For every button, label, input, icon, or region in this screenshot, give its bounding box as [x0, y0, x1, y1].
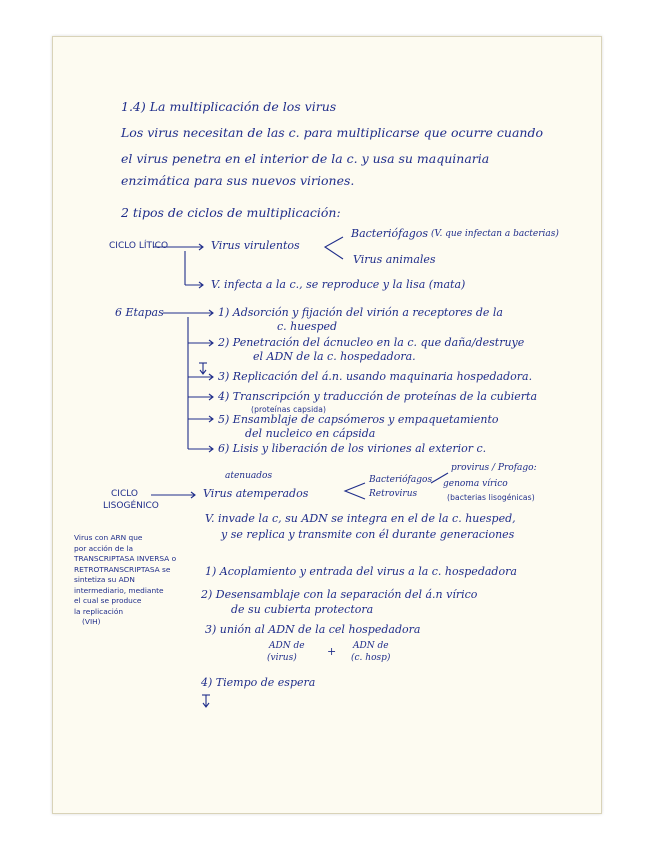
temperate-virus: Virus atemperados	[203, 487, 309, 500]
viral-genome: genoma vírico	[443, 479, 508, 489]
bacteriophages: Bacteriófagos	[351, 227, 429, 240]
subheading: 2 tipos de ciclos de multiplicación:	[121, 205, 341, 220]
section-heading: 1.4) La multiplicación de los virus	[121, 99, 337, 114]
dna-virus: ADN de	[269, 641, 305, 651]
lysogenic-label-2: LISOGÉNICO	[103, 501, 159, 511]
intro-line-3: enzimática para sus nuevos viriones.	[121, 173, 355, 188]
lysogenic-step-2: 2) Desensamblaje con la separación del á.n vírico	[201, 588, 478, 601]
side-note-line: Virus con ARN que	[74, 533, 143, 542]
side-note-line: TRANSCRIPTASA INVERSA o	[74, 554, 177, 563]
plus-sign: +	[327, 645, 337, 658]
dna-host-sub: (c. hosp)	[351, 653, 391, 663]
attenuated: atenuados	[225, 471, 273, 481]
intro-line-2: el virus penetra en el interior de la c. y usa su maquinaria	[121, 151, 490, 166]
dna-host: ADN de	[353, 641, 389, 651]
invades-line-1: V. invade la c, su ADN se integra en el de la c. huesped,	[205, 512, 516, 525]
stages-label: 6 Etapas	[115, 306, 164, 319]
dna-virus-sub: (virus)	[267, 653, 297, 663]
provirus: provirus / Profago:	[451, 463, 537, 473]
animal-virus: Virus animales	[353, 253, 436, 266]
side-note-line: intermediario, mediante	[74, 585, 164, 595]
mini-note: (proteínas capsida)	[251, 405, 327, 414]
notebook-page	[52, 36, 602, 814]
stage-5-cont: del nucleico en cápsida	[245, 427, 376, 440]
lytic-infects: V. infecta a la c., se reproduce y la lisa (mata)	[211, 278, 466, 291]
phages: Bacteriófagos	[369, 475, 433, 485]
lysogenic-step-3: 3) unión al ADN de la cel hospedadora	[205, 623, 421, 636]
side-note-line: el cual se produce	[74, 596, 142, 605]
stage-2: 2) Penetración del ácnucleo en la c. que daña/destruye	[218, 336, 525, 349]
bacteriophages-note: (V. que infectan a bacterias)	[431, 229, 559, 239]
lysogenic-label-1: CICLO	[111, 489, 138, 499]
side-note-line: la replicación	[74, 606, 124, 616]
lytic-cycle-label: CICLO LÍTICO	[109, 241, 169, 251]
virulent-virus: Virus virulentos	[211, 239, 300, 252]
stage-4: 4) Transcripción y traducción de proteínas de la cubierta	[218, 390, 538, 403]
stage-6: 6) Lisis y liberación de los viriones al exterior c.	[218, 442, 487, 455]
stage-1: 1) Adsorción y fijación del virión a receptores de la	[218, 306, 503, 319]
invades-line-2: y se replica y transmite con él durante generaciones	[221, 528, 515, 541]
side-note-line: RETROTRANSCRIPTASA se	[74, 564, 171, 574]
intro-line-1: Los virus necesitan de las c. para multiplicarse que ocurre cuando	[121, 125, 543, 140]
lysogenic-step-1: 1) Acoplamiento y entrada del virus a la c. hospedadora	[205, 565, 517, 578]
stage-1-cont: c. huesped	[277, 320, 338, 333]
retroviruses: Retrovirus	[369, 489, 418, 499]
lysogenic-step-2-cont: de su cubierta protectora	[231, 603, 374, 616]
stage-3: 3) Replicación del á.n. usando maquinaria hospedadora.	[218, 370, 533, 383]
bacteria-note: (bacterias lisogénicas)	[447, 493, 535, 502]
stage-2-cont: el ADN de la c. hospedadora.	[253, 350, 416, 363]
side-note-line: (VIH)	[82, 617, 101, 626]
stage-5: 5) Ensamblaje de capsómeros y empaquetamiento	[218, 413, 499, 426]
side-note-line: sintetiza su ADN	[74, 575, 135, 584]
lysogenic-step-4: 4) Tiempo de espera	[201, 676, 316, 689]
side-note-line: por acción de la	[74, 543, 134, 553]
retrovirus-side-note	[74, 533, 194, 628]
